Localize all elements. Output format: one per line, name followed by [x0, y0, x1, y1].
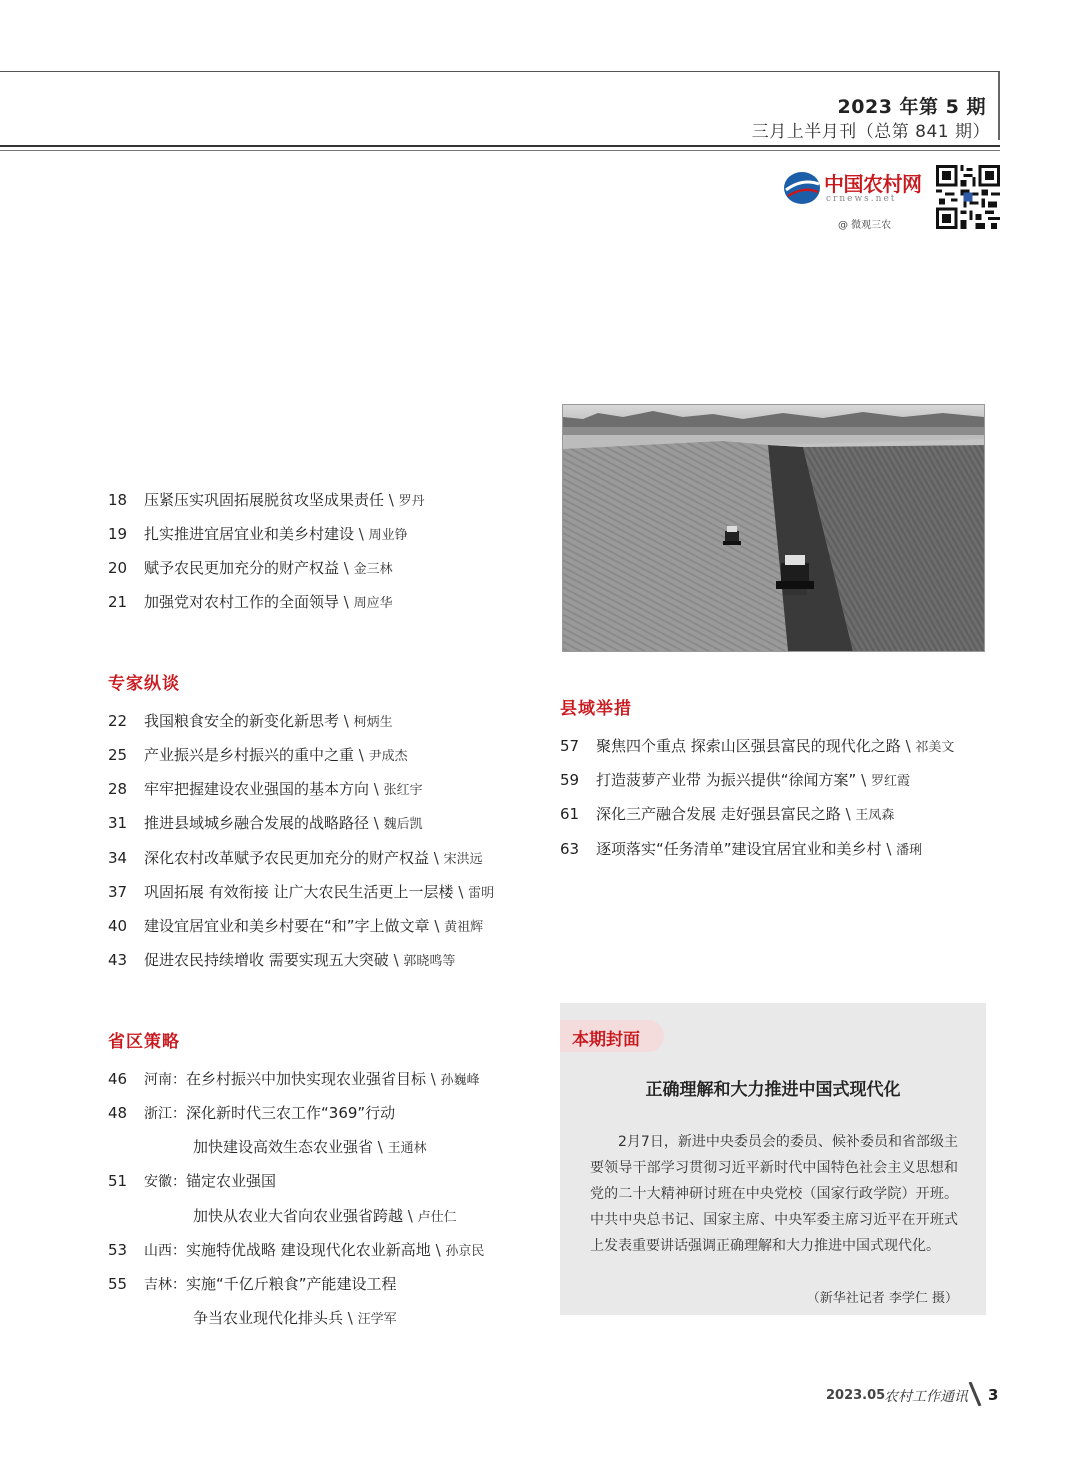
article-title: 扎实推进宜居宜业和美乡村建设	[144, 525, 355, 543]
page-number: 53	[108, 1241, 128, 1259]
separator: \	[435, 1241, 441, 1259]
author: 孙巍峰	[440, 1073, 480, 1088]
article-title: 我国粮食安全的新变化新思考	[144, 712, 340, 730]
article-title: 产业振兴是乡村振兴的重中之重	[144, 746, 355, 764]
logo-url: crnews.net	[826, 194, 897, 204]
region: 河南：	[144, 1072, 186, 1088]
page-number: 51	[108, 1172, 128, 1190]
separator: \	[905, 737, 911, 755]
separator: \	[377, 1138, 383, 1156]
crnews-logo	[782, 166, 932, 212]
author: 张红宇	[383, 783, 423, 798]
separator: \	[430, 1070, 436, 1088]
article-title: 实施“千亿斤粮食”产能建设工程	[186, 1275, 397, 1293]
logo-name: 中国农村网	[824, 172, 922, 196]
separator: \	[343, 712, 349, 730]
separator: \	[358, 525, 364, 543]
toc-item[interactable]	[108, 591, 393, 612]
globe-icon	[782, 168, 822, 208]
section-heading-county: 县域举措	[560, 699, 632, 719]
author: 王凤森	[855, 808, 895, 823]
toc-item[interactable]	[108, 1239, 484, 1260]
page-number: 61	[560, 805, 580, 823]
article-title: 压紧压实巩固拓展脱贫攻坚成果责任	[144, 491, 385, 509]
article-title: 逐项落实“任务清单”建设宜居宜业和美乡村	[596, 840, 882, 858]
author: 罗丹	[398, 494, 425, 509]
page-number: 22	[108, 712, 128, 730]
author: 黄祖辉	[444, 920, 484, 935]
page-number: 55	[108, 1275, 128, 1293]
region: 吉林：	[144, 1277, 186, 1293]
article-title: 在乡村振兴中加快实现农业强省目标	[186, 1070, 427, 1088]
toc-item[interactable]	[108, 915, 483, 936]
author: 祁美文	[915, 740, 955, 755]
page-number: 48	[108, 1104, 128, 1122]
toc-item[interactable]	[108, 489, 425, 510]
toc-item[interactable]	[193, 1205, 457, 1226]
header-rule-thin	[0, 150, 1000, 151]
wechat-account: @ 微观三农	[838, 220, 892, 231]
page-number: 19	[108, 525, 128, 543]
page-number: 46	[108, 1070, 128, 1088]
page-number: 21	[108, 593, 128, 611]
field-illustration	[563, 405, 984, 651]
page-number: 25	[108, 746, 128, 764]
separator: \	[845, 805, 851, 823]
article-title: 促进农民持续增收 需要实现五大突破	[144, 951, 389, 969]
article-title: 牢牢把握建设农业强国的基本方向	[144, 780, 370, 798]
separator: \	[343, 559, 349, 577]
separator: \	[433, 849, 439, 867]
toc-item[interactable]	[108, 1170, 276, 1191]
toc-item[interactable]	[108, 881, 494, 902]
page-number: 34	[108, 849, 128, 867]
toc-item[interactable]	[108, 1273, 397, 1294]
toc-item[interactable]	[560, 838, 922, 859]
separator: \	[373, 814, 379, 832]
toc-item[interactable]	[108, 710, 393, 731]
issue-subtitle: 三月上半月刊（总第 841 期）	[751, 122, 990, 142]
toc-item[interactable]	[108, 812, 423, 833]
page-number: 43	[108, 951, 128, 969]
author: 汪学军	[357, 1312, 397, 1327]
cover-tab-label: 本期封面	[572, 1030, 640, 1050]
separator: \	[358, 746, 364, 764]
author: 王通林	[387, 1141, 427, 1156]
page-number: 18	[108, 491, 128, 509]
toc-item[interactable]	[108, 1068, 480, 1089]
separator: \	[861, 771, 867, 789]
separator: \	[407, 1207, 413, 1225]
article-title: 实施特优战略 建设现代化农业新高地	[186, 1241, 431, 1259]
cover-description-box	[560, 1003, 986, 1315]
author: 周业铮	[368, 528, 408, 543]
toc-item[interactable]	[193, 1307, 397, 1328]
cover-title: 正确理解和大力推进中国式现代化	[645, 1080, 901, 1100]
page-number-footer: 3	[988, 1386, 999, 1404]
separator: \	[347, 1309, 353, 1327]
toc-item[interactable]	[193, 1136, 427, 1157]
author: 卢仕仁	[417, 1210, 457, 1225]
toc-item[interactable]	[108, 778, 423, 799]
separator: \	[393, 951, 399, 969]
author: 魏后凯	[383, 817, 423, 832]
article-title: 深化农村改革赋予农民更加充分的财产权益	[144, 849, 430, 867]
issue-title: 2023 年第 5 期	[837, 96, 986, 118]
separator: \	[388, 491, 394, 509]
region: 山西：	[144, 1243, 186, 1259]
article-title: 深化三产融合发展 走好强县富民之路	[596, 805, 841, 823]
page-number: 31	[108, 814, 128, 832]
toc-item[interactable]	[108, 557, 393, 578]
author: 金三林	[353, 562, 393, 577]
separator: \	[458, 883, 464, 901]
page-number: 37	[108, 883, 128, 901]
region: 浙江：	[144, 1106, 186, 1122]
photo-credit: （新华社记者 李学仁 摄）	[806, 1291, 958, 1306]
page-number: 40	[108, 917, 128, 935]
article-title: 巩固拓展 有效衔接 让广大农民生活更上一层楼	[144, 883, 454, 901]
author: 罗红霞	[870, 774, 910, 789]
cover-text: 2月7日，新进中央委员会的委员、候补委员和省部级主要领导干部学习贯彻习近平新时代中国特色社会主义思想和党的二十大精神研讨班在中央党校（国家行政学院）开班。中共中央总书记、国家主席、中央军委主席习近平在开班式上发表重要讲话强调正确理解和大力推进中国式现代化。	[590, 1134, 958, 1254]
article-title: 聚焦四个重点 探索山区强县富民的现代化之路	[596, 737, 901, 755]
footer-magazine-name: 农村工作通讯	[884, 1389, 968, 1405]
toc-item[interactable]	[108, 744, 408, 765]
article-title: 打造菠萝产业带 为振兴提供“徐闻方案”	[596, 771, 857, 789]
article-title: 争当农业现代化排头兵	[193, 1309, 344, 1327]
toc-item[interactable]	[108, 847, 483, 868]
toc-item[interactable]	[108, 1102, 395, 1123]
article-title: 加快建设高效生态农业强省	[193, 1138, 374, 1156]
page-number: 28	[108, 780, 128, 798]
header-vbar	[998, 72, 1000, 140]
author: 周应华	[353, 596, 393, 611]
top-rule	[0, 71, 1000, 72]
author: 潘琍	[896, 843, 923, 858]
toc-item[interactable]	[108, 949, 455, 970]
section-heading-province: 省区策略	[108, 1032, 180, 1052]
article-title: 建设宜居宜业和美乡村要在“和”字上做文章	[144, 917, 430, 935]
author: 尹成杰	[368, 749, 408, 764]
separator: \	[886, 840, 892, 858]
toc-item[interactable]	[560, 735, 954, 756]
cover-tab	[560, 1020, 664, 1052]
article-title: 赋予农民更加充分的财产权益	[144, 559, 340, 577]
toc-item[interactable]	[560, 803, 894, 824]
article-title: 锚定农业强国	[186, 1172, 277, 1190]
separator: \	[434, 917, 440, 935]
qr-code[interactable]	[936, 165, 1000, 229]
footer-date: 2023.05	[826, 1388, 886, 1403]
page-number: 63	[560, 840, 580, 858]
author: 郭晓鸣等	[403, 954, 456, 969]
article-title: 加强党对农村工作的全面领导	[144, 593, 340, 611]
footer-slash-icon	[968, 1382, 982, 1406]
region: 安徽：	[144, 1174, 186, 1190]
page-number: 20	[108, 559, 128, 577]
page-number: 59	[560, 771, 580, 789]
author: 孙京民	[445, 1244, 485, 1259]
article-title: 加快从农业大省向农业强省跨越	[193, 1207, 404, 1225]
section-heading-expert: 专家纵谈	[108, 674, 180, 694]
page-number: 57	[560, 737, 580, 755]
toc-item[interactable]	[560, 769, 910, 790]
separator: \	[343, 593, 349, 611]
separator: \	[373, 780, 379, 798]
article-title: 深化新时代三农工作“369”行动	[186, 1104, 396, 1122]
author: 宋洪远	[443, 852, 483, 867]
author: 雷明	[468, 886, 495, 901]
author: 柯炳生	[353, 715, 393, 730]
article-title: 推进县域城乡融合发展的战略路径	[144, 814, 370, 832]
cover-photo-fields	[562, 404, 985, 652]
toc-item[interactable]	[108, 523, 408, 544]
header-rule-thick	[0, 145, 1000, 147]
